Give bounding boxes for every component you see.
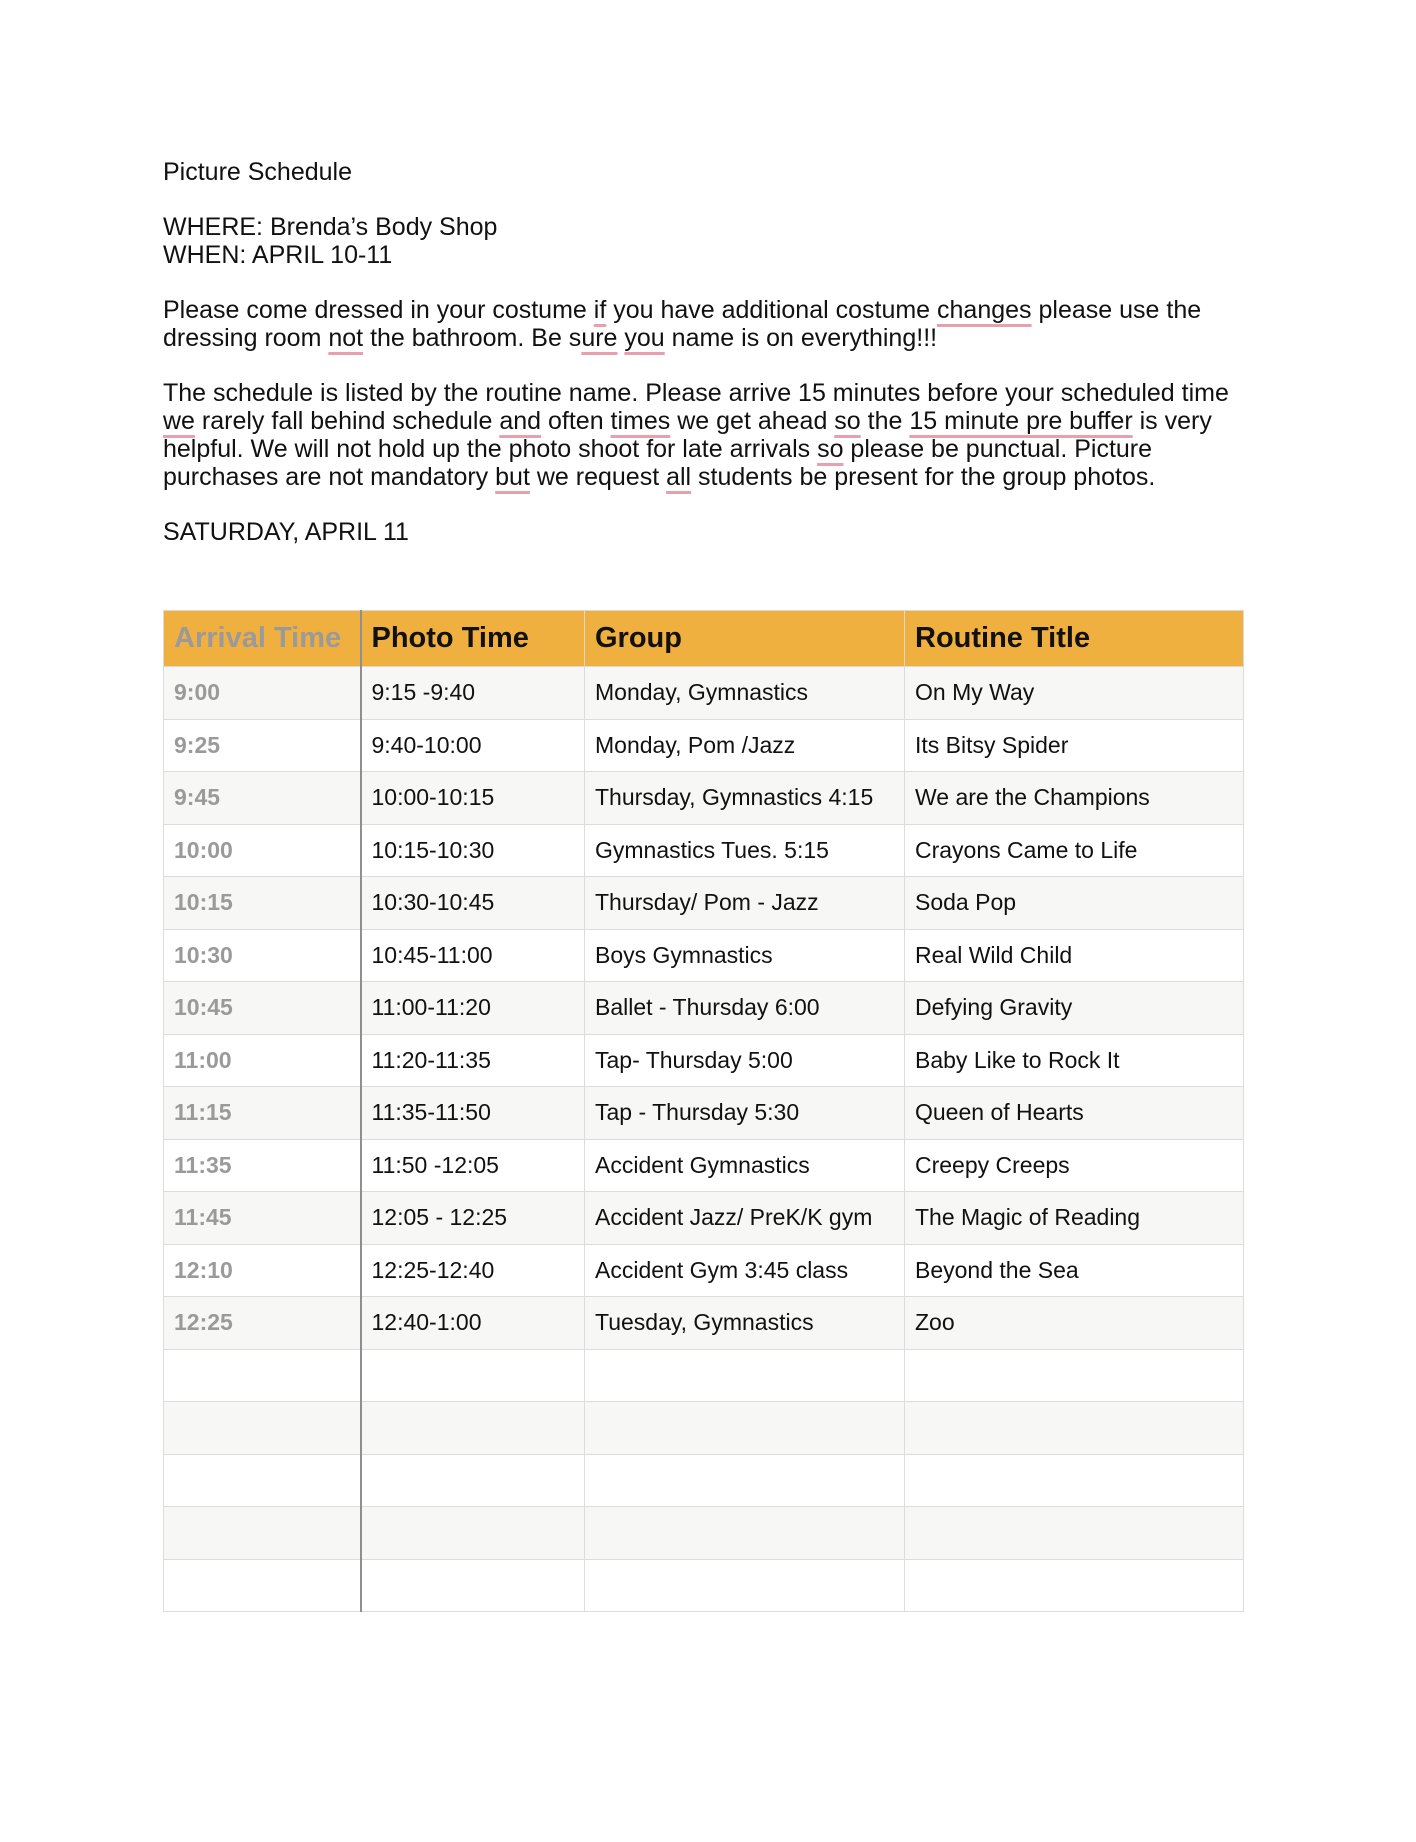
photo-time-cell[interactable]: 9:40-10:00 (361, 719, 585, 772)
group-cell[interactable] (585, 1507, 905, 1560)
spellcheck-word[interactable]: times (610, 407, 671, 435)
table-header-row (164, 611, 1244, 667)
text-run: the bathroom. Be s (363, 324, 582, 352)
photo-time-cell[interactable] (361, 1559, 585, 1612)
text-run: we get ahead (670, 407, 835, 435)
photo-time-cell[interactable]: 11:20-11:35 (361, 1034, 585, 1087)
routine-title-cell[interactable] (905, 1349, 1244, 1402)
text-run: Please come dressed in your costume (163, 296, 594, 324)
routine-title-cell[interactable] (905, 1507, 1244, 1560)
text-run: we request (529, 463, 667, 491)
text-run: the (860, 407, 910, 435)
document-page (163, 158, 1243, 546)
text-run: rarely fall behind schedule (194, 407, 500, 435)
photo-time-cell[interactable] (361, 1349, 585, 1402)
text-run: name is on everything!!! (664, 324, 938, 352)
table-row (164, 877, 1244, 930)
spellcheck-word[interactable]: 15 minute pre buffer (909, 407, 1133, 435)
routine-title-cell[interactable]: Queen of Hearts (905, 1087, 1244, 1140)
spellcheck-word[interactable]: changes (937, 296, 1032, 324)
photo-time-cell[interactable]: 9:15 -9:40 (361, 667, 585, 720)
spellcheck-word[interactable]: and (499, 407, 542, 435)
table-row (164, 982, 1244, 1035)
where-line: WHERE: Brenda’s Body Shop (163, 213, 498, 241)
text-run: please use the dressing room (163, 296, 1202, 352)
routine-title-cell[interactable]: Its Bitsy Spider (905, 719, 1244, 772)
group-cell[interactable]: Accident Gymnastics (585, 1139, 905, 1192)
group-cell[interactable]: Gymnastics Tues. 5:15 (585, 824, 905, 877)
table-row (164, 1087, 1244, 1140)
day-heading: SATURDAY, APRIL 11 (163, 518, 409, 546)
arrival-time-cell[interactable]: 10:45 (164, 982, 361, 1035)
arrival-time-cell[interactable] (164, 1349, 361, 1402)
photo-time-cell[interactable]: 10:30-10:45 (361, 877, 585, 930)
group-cell[interactable]: Ballet - Thursday 6:00 (585, 982, 905, 1035)
arrival-time-cell[interactable] (164, 1559, 361, 1612)
table-row (164, 1402, 1244, 1455)
spellcheck-word[interactable]: if (593, 296, 607, 324)
table-row (164, 719, 1244, 772)
table-row (164, 1297, 1244, 1350)
group-cell[interactable] (585, 1349, 905, 1402)
photo-time-cell[interactable]: 10:00-10:15 (361, 772, 585, 825)
table-row (164, 1454, 1244, 1507)
group-cell[interactable]: Boys Gymnastics (585, 929, 905, 982)
photo-time-cell[interactable]: 12:05 - 12:25 (361, 1192, 585, 1245)
spellcheck-word[interactable]: not (328, 324, 364, 352)
table-row (164, 667, 1244, 720)
group-cell[interactable]: Accident Gym 3:45 class (585, 1244, 905, 1297)
photo-time-cell[interactable]: 11:35-11:50 (361, 1087, 585, 1140)
routine-title-cell[interactable]: Soda Pop (905, 877, 1244, 930)
spellcheck-word[interactable]: so (834, 407, 861, 435)
table-row (164, 1507, 1244, 1560)
photo-time-cell[interactable] (361, 1454, 585, 1507)
photo-time-cell[interactable]: 11:50 -12:05 (361, 1139, 585, 1192)
routine-title-cell[interactable] (905, 1454, 1244, 1507)
arrival-time-cell[interactable] (164, 1507, 361, 1560)
photo-time-cell[interactable]: 10:45-11:00 (361, 929, 585, 982)
header-arrival-time[interactable]: Arrival Time (164, 611, 361, 667)
costume-paragraph (163, 296, 1243, 352)
photo-time-cell[interactable]: 12:40-1:00 (361, 1297, 585, 1350)
table-row (164, 772, 1244, 825)
routine-title-cell[interactable]: Real Wild Child (905, 929, 1244, 982)
arrival-time-cell[interactable]: 10:00 (164, 824, 361, 877)
table-row (164, 1349, 1244, 1402)
routine-title-cell[interactable]: Creepy Creeps (905, 1139, 1244, 1192)
table-row (164, 1139, 1244, 1192)
photo-time-cell[interactable]: 10:15-10:30 (361, 824, 585, 877)
when-line: WHEN: APRIL 10-11 (163, 241, 393, 269)
spellcheck-word[interactable]: you (624, 324, 665, 352)
text-run: often (541, 407, 611, 435)
routine-title-cell[interactable] (905, 1402, 1244, 1455)
routine-title-cell[interactable]: Crayons Came to Life (905, 824, 1244, 877)
table-row (164, 1244, 1244, 1297)
photo-time-cell[interactable]: 12:25-12:40 (361, 1244, 585, 1297)
spellcheck-word[interactable]: so (817, 435, 844, 463)
spellcheck-word[interactable]: ure (581, 324, 618, 352)
arrival-time-cell[interactable]: 11:45 (164, 1192, 361, 1245)
arrival-time-cell[interactable]: 10:30 (164, 929, 361, 982)
routine-title-cell[interactable]: Beyond the Sea (905, 1244, 1244, 1297)
text-run: The schedule is listed by the routine name. Please arrive 15 minutes before your scheduled time (163, 379, 1229, 407)
schedule-paragraph (163, 379, 1243, 491)
arrival-time-cell[interactable]: 9:45 (164, 772, 361, 825)
photo-time-cell[interactable]: 11:00-11:20 (361, 982, 585, 1035)
header-group[interactable]: Group (585, 611, 905, 667)
table-row (164, 1034, 1244, 1087)
arrival-time-cell[interactable]: 11:35 (164, 1139, 361, 1192)
group-cell[interactable]: Monday, Pom /Jazz (585, 719, 905, 772)
arrival-time-cell[interactable]: 9:00 (164, 667, 361, 720)
header-routine-title[interactable]: Routine Title (905, 611, 1244, 667)
group-cell[interactable] (585, 1559, 905, 1612)
photo-time-cell[interactable] (361, 1507, 585, 1560)
text-run: students be present for the group photos. (691, 463, 1156, 491)
arrival-time-cell[interactable] (164, 1454, 361, 1507)
routine-title-cell[interactable]: Baby Like to Rock It (905, 1034, 1244, 1087)
routine-title-cell[interactable]: Defying Gravity (905, 982, 1244, 1035)
group-cell[interactable] (585, 1454, 905, 1507)
arrival-time-cell[interactable]: 11:00 (164, 1034, 361, 1087)
arrival-time-cell[interactable]: 9:25 (164, 719, 361, 772)
document-title: Picture Schedule (163, 158, 353, 186)
routine-title-cell[interactable] (905, 1559, 1244, 1612)
routine-title-cell[interactable]: On My Way (905, 667, 1244, 720)
group-cell[interactable]: Tap- Thursday 5:00 (585, 1034, 905, 1087)
group-cell[interactable]: Thursday/ Pom - Jazz (585, 877, 905, 930)
arrival-time-cell[interactable]: 10:15 (164, 877, 361, 930)
text-run: please be punctual. Picture purchases are not mandatory (163, 435, 1153, 491)
arrival-time-cell[interactable]: 12:10 (164, 1244, 361, 1297)
group-cell[interactable] (585, 1402, 905, 1455)
photo-time-cell[interactable] (361, 1402, 585, 1455)
table-row (164, 1559, 1244, 1612)
spellcheck-word[interactable]: we (163, 407, 195, 435)
routine-title-cell[interactable]: Zoo (905, 1297, 1244, 1350)
arrival-time-cell[interactable]: 12:25 (164, 1297, 361, 1350)
routine-title-cell[interactable]: The Magic of Reading (905, 1192, 1244, 1245)
text-run: is very helpful. We will not hold up the photo shoot for late arrivals (163, 407, 1212, 463)
table-row (164, 929, 1244, 982)
arrival-time-cell[interactable]: 11:15 (164, 1087, 361, 1140)
group-cell[interactable]: Tuesday, Gymnastics (585, 1297, 905, 1350)
text-run: you have additional costume (606, 296, 938, 324)
spellcheck-word[interactable]: but (495, 463, 530, 491)
schedule-table (163, 610, 1244, 1612)
table-body (164, 667, 1244, 1612)
spellcheck-word[interactable]: all (666, 463, 692, 491)
routine-title-cell[interactable]: We are the Champions (905, 772, 1244, 825)
header-photo-time[interactable]: Photo Time (361, 611, 585, 667)
group-cell[interactable]: Tap - Thursday 5:30 (585, 1087, 905, 1140)
table-row (164, 1192, 1244, 1245)
group-cell[interactable]: Thursday, Gymnastics 4:15 (585, 772, 905, 825)
table-row (164, 824, 1244, 877)
group-cell[interactable]: Monday, Gymnastics (585, 667, 905, 720)
arrival-time-cell[interactable] (164, 1402, 361, 1455)
group-cell[interactable]: Accident Jazz/ PreK/K gym (585, 1192, 905, 1245)
